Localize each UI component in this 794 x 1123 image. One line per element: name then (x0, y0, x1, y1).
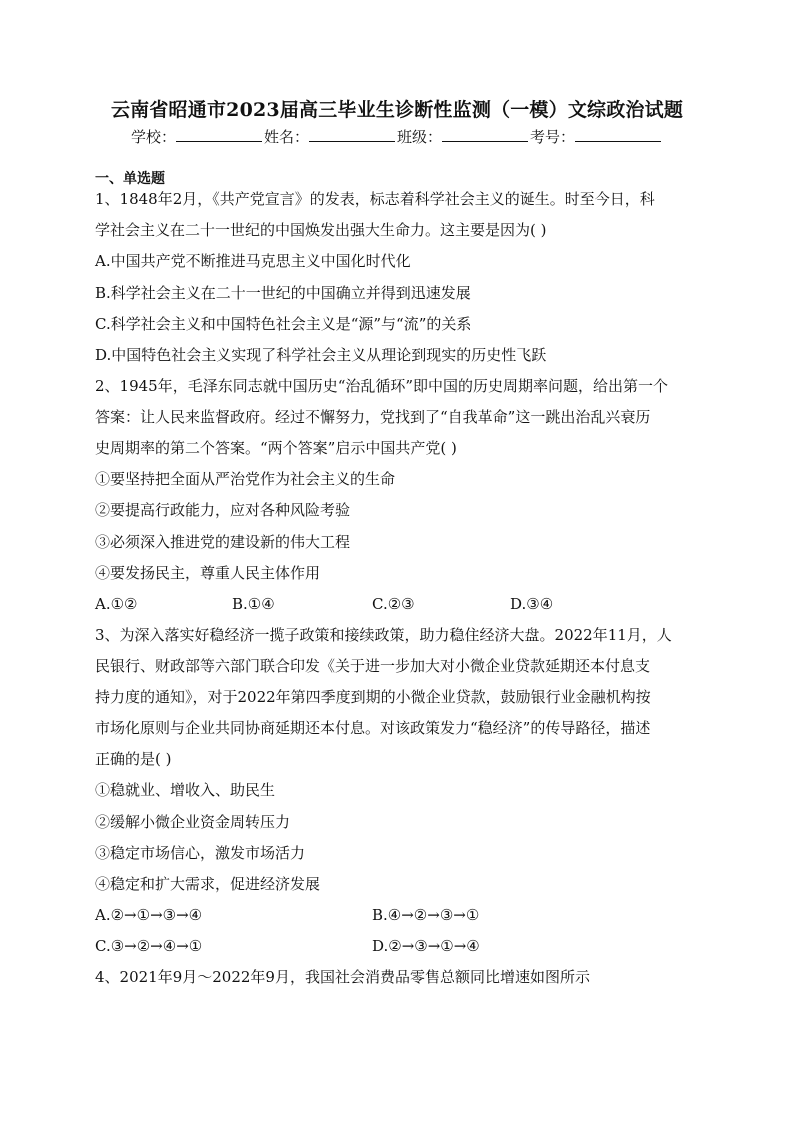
question-2-item-3: ③必须深入推进党的建设新的伟大工程 (95, 533, 351, 551)
question-2-option-a: A.①② (95, 595, 138, 613)
name-label: 姓名： (263, 128, 309, 146)
question-2-line-3: 史周期率的第二个答案。“两个答案”启示中国共产党( ) (95, 439, 457, 457)
school-label: 学校： (130, 128, 176, 146)
question-1-option-d: D.中国特色社会主义实现了科学社会主义从理论到现实的历史性飞跃 (95, 346, 547, 364)
question-2-option-c: C.②③ (372, 595, 415, 613)
question-2-item-2: ②要提高行政能力，应对各种风险考验 (95, 501, 351, 519)
document-title: 云南省昭通市2023届高三毕业生诊断性监测（一模）文综政治试题 (110, 99, 684, 121)
class-label: 班级： (397, 128, 443, 146)
question-3-line-1: 3、为深入落实好稳经济一揽子政策和接续政策，助力稳住经济大盘。2022年11月，人 (95, 626, 672, 644)
question-3-item-3: ③稳定市场信心，激发市场活力 (95, 844, 306, 862)
school-blank[interactable] (176, 127, 262, 142)
name-blank[interactable] (309, 127, 395, 142)
number-blank[interactable] (575, 127, 661, 142)
question-1-option-a: A.中国共产党不断推进马克思主义中国化时代化 (95, 252, 411, 270)
question-2-line-1: 2、1945年，毛泽东同志就中国历史“治乱循环”即中国的历史周期率问题，给出第一个 (95, 377, 669, 395)
question-2-item-1: ①要坚持把全面从严治党作为社会主义的生命 (95, 470, 396, 488)
question-3-item-4: ④稳定和扩大需求，促进经济发展 (95, 875, 321, 893)
question-3-line-5: 正确的是( ) (95, 750, 172, 768)
question-2-option-d: D.③④ (510, 595, 554, 613)
student-info-line (0, 126, 794, 147)
question-3-option-c: C.③→②→④→① (95, 937, 203, 955)
class-blank[interactable] (442, 127, 528, 142)
question-2-option-b: B.①④ (232, 595, 275, 613)
number-label: 考号： (530, 128, 576, 146)
question-3-option-b: B.④→②→③→① (372, 906, 480, 924)
question-1-option-c: C.科学社会主义和中国特色社会主义是“源”与“流”的关系 (95, 315, 472, 333)
section-heading: 一、单选题 (95, 171, 165, 187)
question-1-option-b: B.科学社会主义在二十一世纪的中国确立并得到迅速发展 (95, 284, 471, 302)
question-4-line-1: 4、2021年9月～2022年9月，我国社会消费品零售总额同比增速如图所示 (95, 968, 590, 986)
question-3-item-2: ②缓解小微企业资金周转压力 (95, 813, 291, 831)
question-3-line-2: 民银行、财政部等六部门联合印发《关于进一步加大对小微企业贷款延期还本付息支 (95, 657, 651, 675)
question-1-line-1: 1、1848年2月，《共产党宣言》的发表，标志着科学社会主义的诞生。时至今日，科 (95, 190, 655, 208)
question-1-line-2: 学社会主义在二十一世纪的中国焕发出强大生命力。这主要是因为( ) (95, 221, 547, 239)
question-3-option-a: A.②→①→③→④ (95, 906, 203, 924)
question-3-item-1: ①稳就业、增收入、助民生 (95, 781, 276, 799)
question-2-item-4: ④要发扬民主，尊重人民主体作用 (95, 564, 321, 582)
question-3-line-4: 市场化原则与企业共同协商延期还本付息。对该政策发力“稳经济”的传导路径，描述 (95, 719, 651, 737)
question-3-option-d: D.②→③→①→④ (372, 937, 480, 955)
question-3-line-3: 持力度的通知》，对于2022年第四季度到期的小微企业贷款，鼓励银行业金融机构按 (95, 688, 651, 706)
question-2-line-2: 答案：让人民来监督政府。经过不懈努力，党找到了“自我革命”这一跳出治乱兴衰历 (95, 408, 651, 426)
